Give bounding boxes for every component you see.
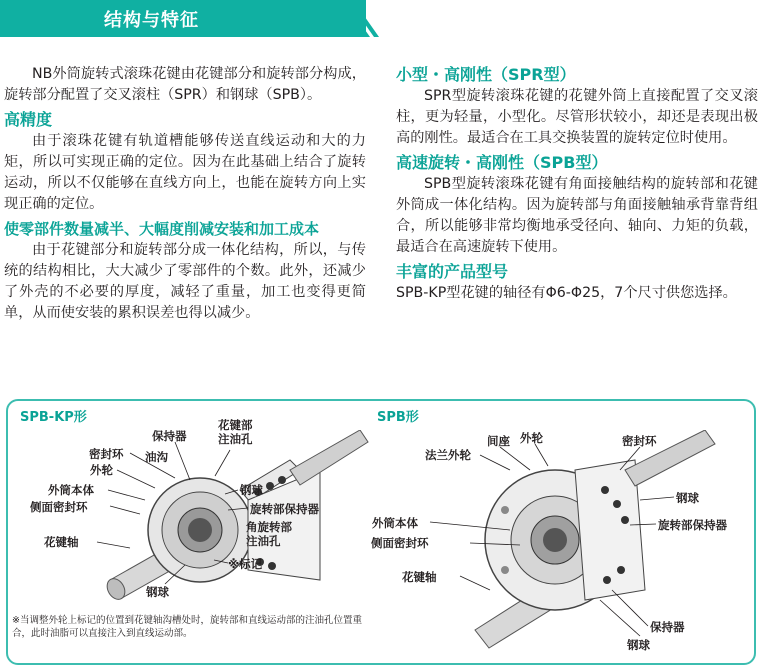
heading-spr: 小型・高刚性（SPR型） [396, 65, 576, 84]
label-rot-retainer: 旋转部保持器 [250, 502, 319, 516]
label-retainer: 保持器 [152, 429, 187, 443]
label-steel-ball-top: 钢球 [240, 483, 263, 497]
label-mark: ※标记 [228, 557, 263, 571]
label-spb-flange-outer: 法兰外轮 [425, 448, 471, 462]
label-oil-groove: 油沟 [145, 450, 168, 464]
intro-paragraph: NB外筒旋转式滚珠花键由花键部分和旋转部分构成，旋转部分配置了交叉滚柱（SPR）和钢球（SPB）。 [4, 66, 366, 103]
precision-paragraph: 由于滚珠花键有轨道槽能够传送直线运动和大的力矩，所以可实现正确的定位。因为在此基础上结合了旋转运动，所以不仅能够在直线方向上，也能在旋转方向上实现正确的定位。 [4, 133, 366, 212]
label-side-seal: 侧面密封环 [30, 500, 88, 514]
spb-paragraph: SPB型旋转滚珠花键有角面接触结构的旋转部和花键外筒成一体化结构。因为旋转部与角面接触轴承背靠背组合，所以能够非常均衡地承受径向、轴向、力矩的负载，最适合在高速旋转下使用。 [396, 176, 758, 255]
label-spb-steel-ball-bottom: 钢球 [627, 638, 650, 652]
spr-paragraph: SPR型旋转滚珠花键的花键外筒上直接配置了交叉滚柱，更为轻量，小型化。尽管形状较小，却还是表现出极高的刚性。最适合在工具交换装置的旋转定位时使用。 [396, 88, 758, 146]
diagram-spbkp-title: SPB-KP形 [20, 410, 87, 425]
heading-models: 丰富的产品型号 [396, 262, 509, 281]
label-spb-spline-shaft: 花键轴 [402, 570, 437, 584]
section-title: 结构与特征 [104, 10, 199, 31]
label-angular-oil-hole: 角旋转部 注油孔 [246, 520, 292, 548]
label-outer-body: 外筒本体 [48, 483, 94, 497]
heading-precision: 高精度 [4, 110, 53, 129]
label-spb-outer-body: 外筒本体 [372, 516, 418, 530]
heading-spb: 高速旋转・高刚性（SPB型） [396, 153, 608, 172]
diagram-spb-title: SPB形 [377, 410, 419, 425]
heading-cost: 使零部件数量减半、大幅度削减安装和加工成本 [4, 220, 320, 238]
label-spb-seal-ring: 密封环 [622, 434, 657, 448]
label-spb-side-seal: 侧面密封环 [371, 536, 429, 550]
label-steel-ball-bottom: 钢球 [146, 585, 169, 599]
label-spb-spacer: 间座 [487, 434, 510, 448]
label-spb-rot-retainer: 旋转部保持器 [658, 518, 727, 532]
label-spb-steel-ball-top: 钢球 [676, 491, 699, 505]
label-seal-ring: 密封环 [89, 447, 124, 461]
cost-paragraph: 由于花键部分和旋转部分成一体化结构，所以，与传统的结构相比，大大减少了零部件的个数。此外，还减少了外壳的不必要的厚度，减轻了重量，加工也变得更简单，从而使安装的累积误差也得以减少。 [4, 242, 366, 321]
models-paragraph: SPB-KP型花键的轴径有Φ6-Φ25，7个尺寸供您选择。 [396, 285, 737, 301]
label-outer-ring: 外轮 [90, 463, 113, 477]
label-spline-shaft: 花键轴 [44, 535, 79, 549]
label-spline-oil-hole: 花键部 注油孔 [218, 418, 253, 446]
label-spb-retainer: 保持器 [650, 620, 685, 634]
footnote-mark: ※当调整外轮上标记的位置到花键轴沟槽处时，旋转部和直线运动部的注油孔位置重合，此时油脂可以直接注入到直线运动部。 [12, 615, 362, 639]
label-spb-outer-ring: 外轮 [520, 431, 543, 445]
